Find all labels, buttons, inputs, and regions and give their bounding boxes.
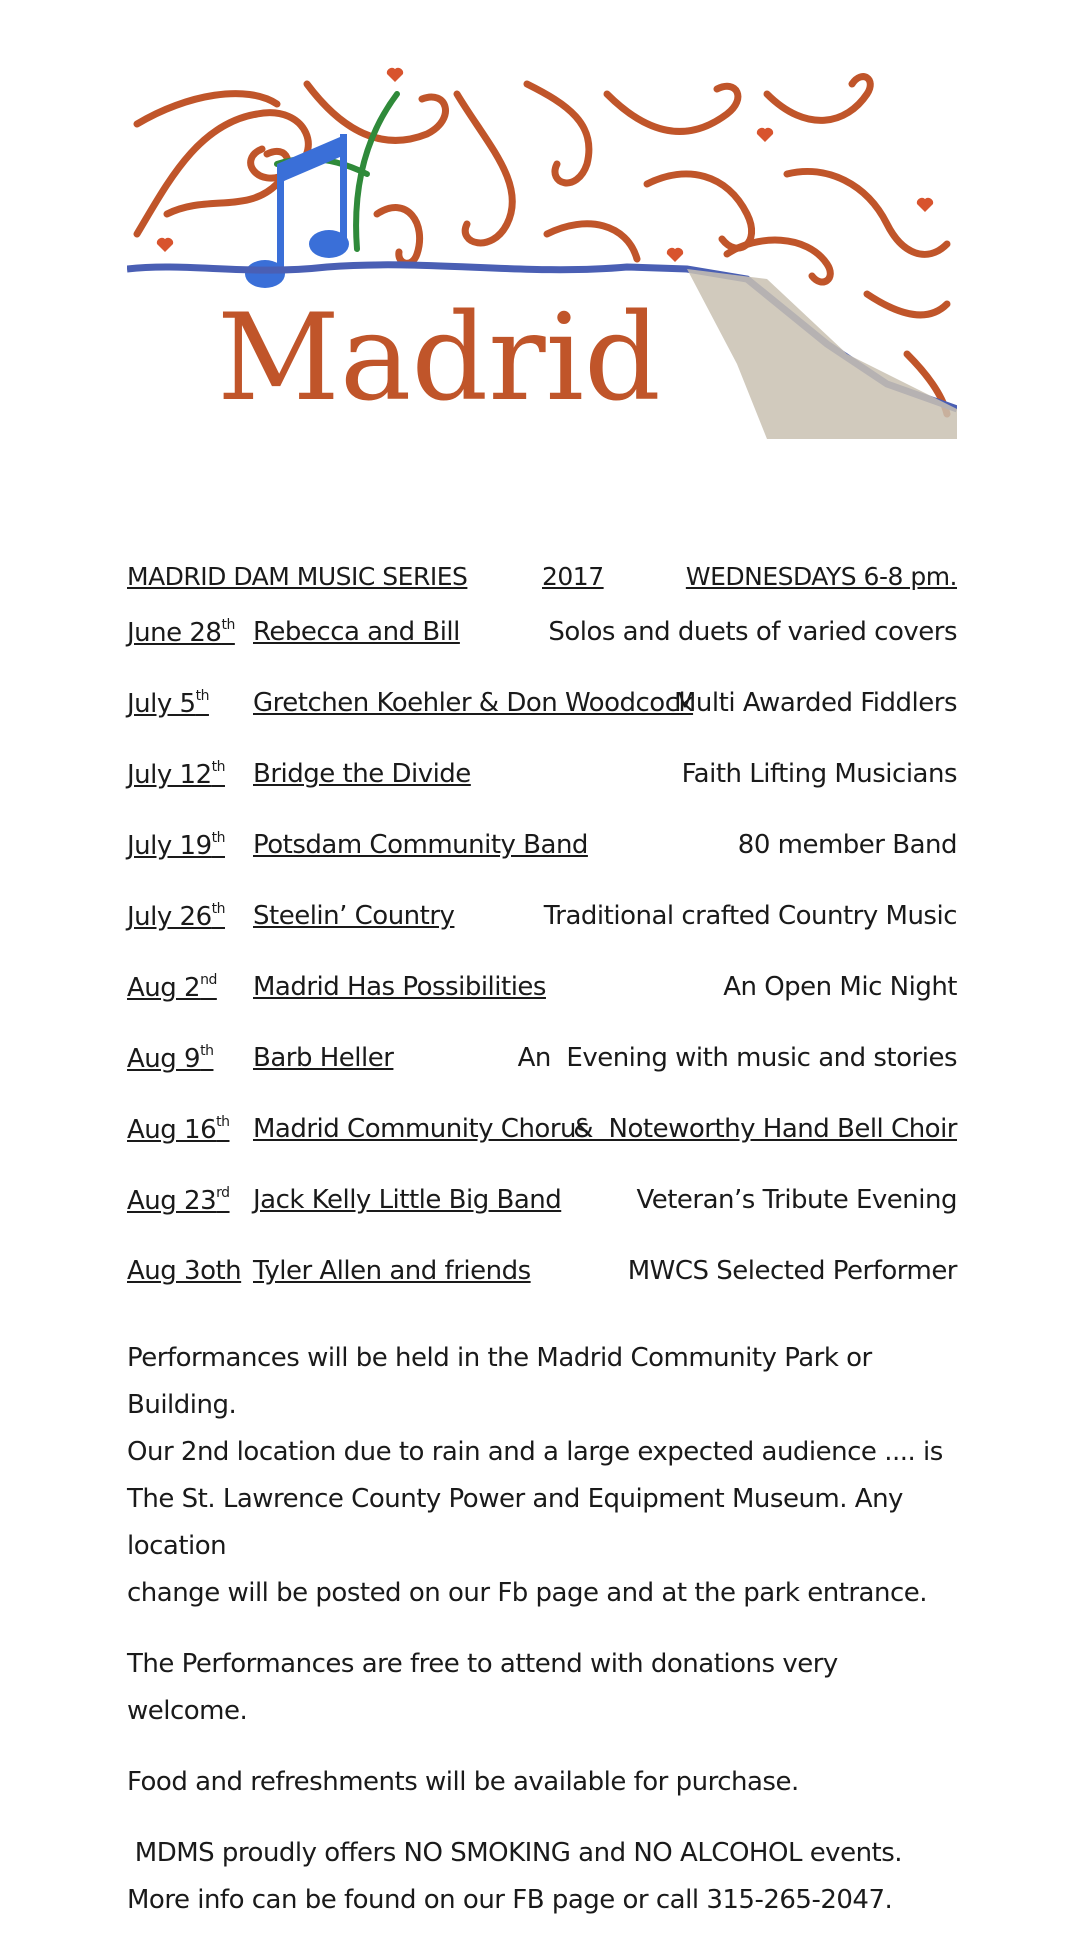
performance-date-text: Aug 9 [127, 1044, 201, 1074]
performer-name: Madrid Has Possibilities [253, 972, 546, 1002]
location-paragraph [127, 1335, 957, 1617]
performance-date [127, 972, 217, 1003]
banner-art [127, 64, 957, 524]
performance-date [127, 688, 209, 719]
performer-name: Rebecca and Bill [253, 617, 460, 647]
schedule-row [127, 1256, 957, 1327]
series-year: 2017 [542, 562, 604, 591]
performance-date-text: June 28 [127, 618, 222, 648]
performance-date [127, 830, 225, 861]
performance-description: Multi Awarded Fiddlers [674, 688, 957, 718]
performance-description: 80 member Band [737, 830, 957, 860]
admission-note: The Performances are free to attend with donations very welcome. [127, 1649, 838, 1726]
date-suffix: th [211, 901, 225, 917]
performer-name: Potsdam Community Band [253, 830, 588, 860]
food-note: Food and refreshments will be available for purchase. [127, 1767, 799, 1797]
date-suffix: nd [200, 972, 217, 988]
location-line: The St. Lawrence County Power and Equipment Museum. Any location [127, 1484, 903, 1561]
performer-name: Gretchen Koehler & Don Woodcock [253, 688, 694, 718]
policy-line: MDMS proudly offers NO SMOKING and NO ALCOHOL events. [127, 1838, 903, 1868]
schedule-row [127, 759, 957, 830]
performer-name: Steelin’ Country [253, 901, 455, 931]
date-suffix: th [221, 617, 235, 633]
schedule-row [127, 830, 957, 901]
schedule-row [127, 617, 957, 688]
date-suffix: th [195, 688, 209, 704]
performance-description: Faith Lifting Musicians [681, 759, 957, 789]
date-suffix: th [211, 759, 225, 775]
performance-description: Traditional crafted Country Music [543, 901, 957, 931]
performance-date [127, 901, 225, 932]
performance-description: An Open Mic Night [723, 972, 957, 1002]
schedule-row [127, 901, 957, 972]
performance-description: & Noteworthy Hand Bell Choir [573, 1114, 957, 1144]
performance-date [127, 759, 225, 790]
performance-description: Solos and duets of varied covers [548, 617, 957, 647]
performance-date-text: Aug 3oth [127, 1256, 242, 1286]
performance-date [127, 617, 235, 648]
dam-spillway [687, 269, 957, 439]
banner-title: Madrid [217, 289, 661, 428]
performer-name: Tyler Allen and friends [253, 1256, 531, 1286]
date-suffix: th [211, 830, 225, 846]
location-line: Performances will be held in the Madrid Community Park or Building. [127, 1343, 872, 1420]
schedule-row [127, 688, 957, 759]
series-schedule-days: WEDNESDAYS 6-8 pm. [685, 562, 957, 591]
date-suffix: th [200, 1043, 214, 1059]
series-header [127, 555, 957, 591]
performer-name: Barb Heller [253, 1043, 394, 1073]
performance-date-text: July 19 [127, 831, 212, 861]
performance-date [127, 1114, 230, 1145]
performer-name: Jack Kelly Little Big Band [253, 1185, 562, 1215]
contact-line: More info can be found on our FB page or call 315-265-2047. [127, 1885, 893, 1915]
location-line: change will be posted on our Fb page and at the park entrance. [127, 1578, 928, 1608]
performance-description: An Evening with music and stories [517, 1043, 957, 1073]
performance-date-text: July 12 [127, 760, 212, 790]
document-body [127, 555, 957, 1948]
schedule-row [127, 1114, 957, 1185]
performance-date [127, 1256, 241, 1286]
performance-description: MWCS Selected Performer [627, 1256, 957, 1286]
event-notes [127, 1335, 957, 1924]
location-line: Our 2nd location due to rain and a large expected audience .... is [127, 1437, 943, 1467]
performance-description: Veteran’s Tribute Evening [636, 1185, 957, 1215]
schedule-row [127, 972, 957, 1043]
policy-paragraph [127, 1830, 957, 1924]
performance-date-text: Aug 2 [127, 973, 201, 1003]
performer-name: Bridge the Divide [253, 759, 471, 789]
schedule-row [127, 1043, 957, 1114]
performance-schedule [127, 617, 957, 1327]
series-title: MADRID DAM MUSIC SERIES [127, 562, 468, 591]
performance-date [127, 1043, 213, 1074]
performer-name: Madrid Community Chorus [253, 1114, 590, 1144]
performance-date-text: Aug 16 [127, 1115, 217, 1145]
performance-date-text: July 26 [127, 902, 212, 932]
performance-date-text: Aug 23 [127, 1186, 217, 1216]
schedule-row [127, 1185, 957, 1256]
madrid-banner-illustration [127, 64, 957, 524]
performance-date-text: July 5 [127, 689, 196, 719]
performance-date [127, 1185, 230, 1216]
date-suffix: rd [216, 1185, 230, 1201]
date-suffix: th [216, 1114, 230, 1130]
